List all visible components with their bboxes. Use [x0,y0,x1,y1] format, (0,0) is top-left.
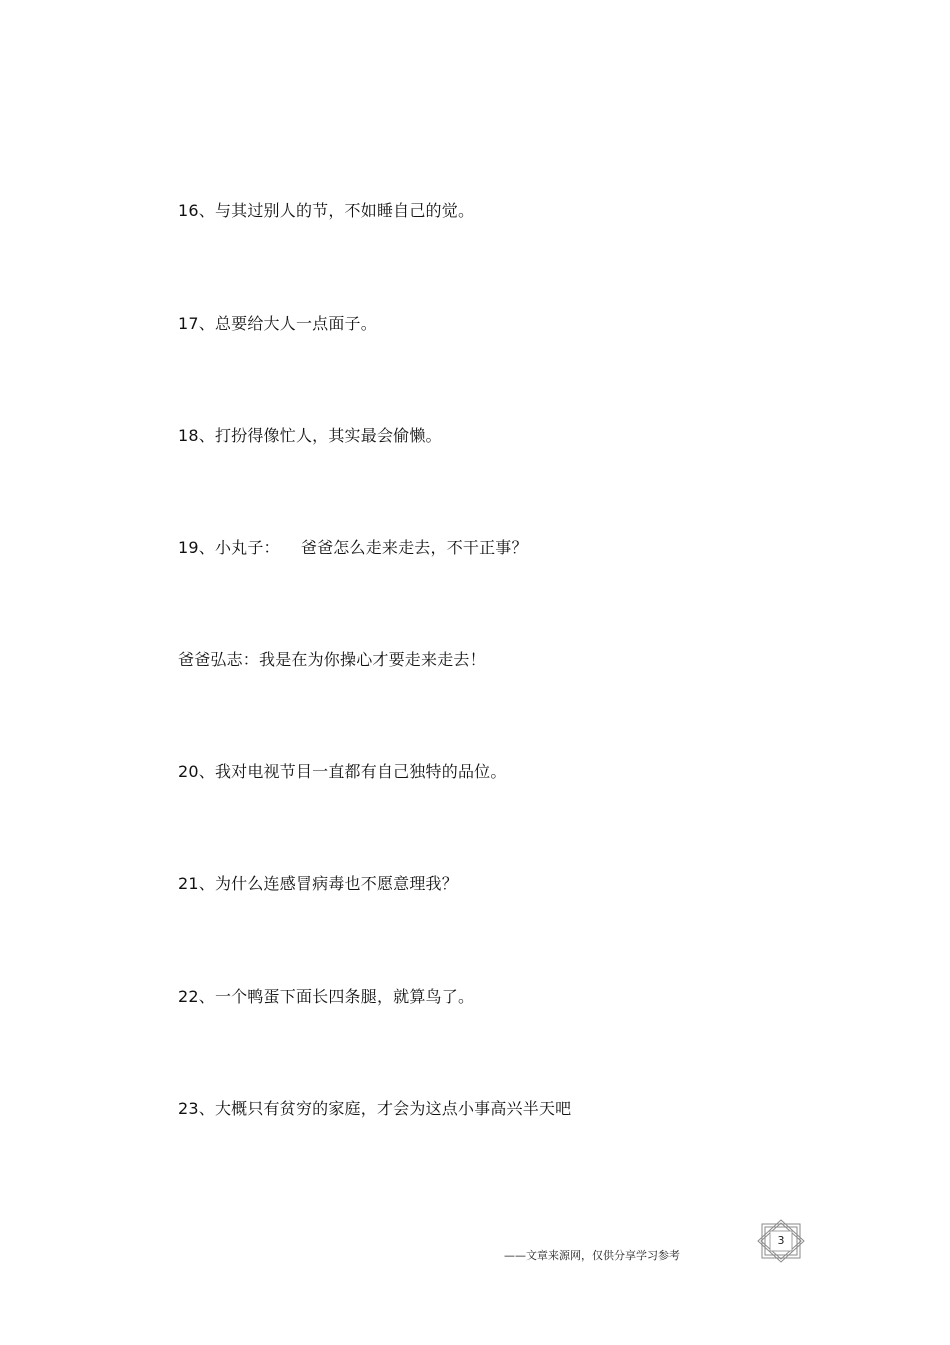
quote-line-22: 22、一个鸭蛋下面长四条腿，就算鸟了。 [178,987,475,1006]
quote-line-21: 21、为什么连感冒病毒也不愿意理我？ [178,874,458,893]
quote-line-17: 17、总要给大人一点面子。 [178,314,377,333]
quote-line-18: 18、打扮得像忙人，其实最会偷懒。 [178,426,442,445]
quote-line-19-reply: 爸爸弘志：我是在为你操心才要走来走去！ [178,650,486,669]
page-number-badge [756,1219,806,1263]
footer-source-note: ——文章来源网，仅供分享学习参考 [504,1249,680,1262]
quote-line-23: 23、大概只有贫穷的家庭，才会为这点小事高兴半天吧 [178,1099,572,1118]
quote-line-20: 20、我对电视节目一直都有自己独特的品位。 [178,762,507,781]
quote-line-19: 19、小丸子： 爸爸怎么走来走去，不干正事？ [178,538,528,557]
quote-line-16: 16、与其过别人的节，不如睡自己的觉。 [178,201,475,220]
page-number: 3 [777,1234,785,1247]
